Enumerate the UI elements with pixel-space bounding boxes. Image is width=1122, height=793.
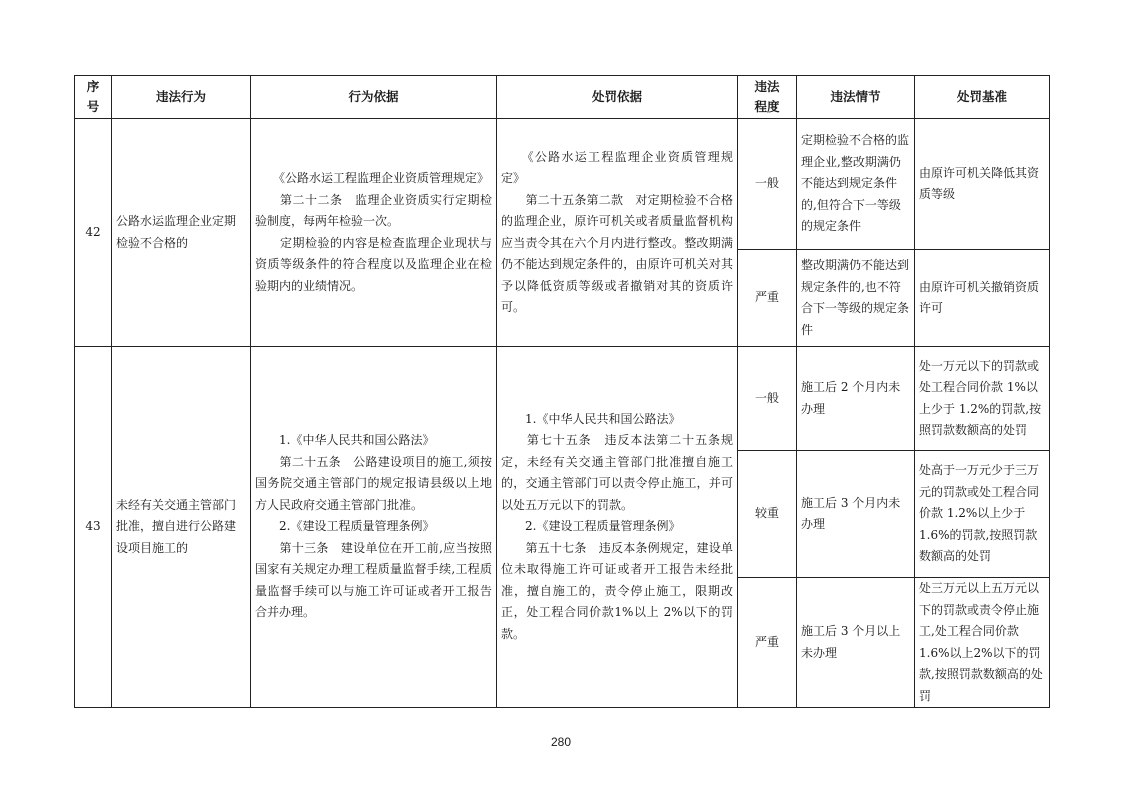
- row-number: 43: [75, 347, 112, 708]
- degree-cell: 严重: [738, 578, 797, 708]
- table-row: [75, 347, 1050, 451]
- penalty-basis: 《公路水运工程监理企业资质管理规定》 第二十五条第二款 对定期检验不合格的监理企业，原许可机关或者质量监督机构应当责令其在六个月内进行整改。整改期满仍不能达到规定条件的，由原许可机关对其予以降低资质等级或者撤销对其的资质许可。: [497, 119, 738, 347]
- page-number: 280: [550, 735, 572, 749]
- header-standard: 处罚基准: [915, 76, 1050, 119]
- header-penalty-basis: 处罚依据: [497, 76, 738, 119]
- act-basis: 1.《中华人民共和国公路法》 第二十五条 公路建设项目的施工,须按国务院交通主管部门的规定报请县级以上地方人民政府交通主管部门批准。 2.《建设工程质量管理条例》 第十三条 建设单位在开工前,应当按照国家有关规定办理工程质量监督手续,工程质量监督手续可以与施工许可证或者开工报告合并办理。: [251, 347, 497, 708]
- act-basis: 《公路水运工程监理企业资质管理规定》 第二十二条 监理企业资质实行定期检验制度，每两年检验一次。 定期检验的内容是检查监理企业现状与资质等级条件的符合程度以及监理企业在检验期内的业绩情况。: [251, 119, 497, 347]
- header-circumstance: 违法情节: [797, 76, 915, 119]
- standard-cell: 由原许可机关撤销资质许可: [915, 250, 1050, 347]
- standard-cell: 处高于一万元少于三万元的罚款或处工程合同价款 1.2%以上少于 1.6%的罚款,按照罚款数额高的处罚: [915, 451, 1050, 578]
- penalty-basis: 1.《中华人民共和国公路法》 第七十五条 违反本法第二十五条规定，未经有关交通主管部门批准擅自施工的，交通主管部门可以责令停止施工，并可以处五万元以下的罚款。 2.《建设工程质量管理条例》 第五十七条 违反本条例规定，建设单位未取得施工许可证或者开工报告未经批准，擅自施工的，责令停止施工，限期改正，处工程合同价款1%以上 2%以下的罚款。: [497, 347, 738, 708]
- degree-cell: 较重: [738, 451, 797, 578]
- header-degree: [738, 76, 797, 119]
- table-row: [75, 119, 1050, 250]
- degree-cell: 一般: [738, 347, 797, 451]
- header-basis: 行为依据: [251, 76, 497, 119]
- circumstance-cell: 施工后 3 个月内未办理: [797, 451, 915, 578]
- violation-act: 未经有关交通主管部门批准，擅自进行公路建设项目施工的: [112, 347, 251, 708]
- header-degree-text: 违法 程度: [754, 79, 780, 114]
- violation-act: 公路水运监理企业定期检验不合格的: [112, 119, 251, 347]
- header-no-text: 序 号: [86, 79, 100, 114]
- circumstance-cell: 施工后 2 个月内未办理: [797, 347, 915, 451]
- header-act: 违法行为: [112, 76, 251, 119]
- header-no: [75, 76, 112, 119]
- degree-cell: 一般: [738, 119, 797, 250]
- degree-cell: 严重: [738, 250, 797, 347]
- row-number: 42: [75, 119, 112, 347]
- circumstance-cell: 施工后 3 个月以上未办理: [797, 578, 915, 708]
- standard-cell: 处三万元以上五万元以下的罚款或责令停止施工,处工程合同价款 1.6%以上2%以下的罚款,按照罚款数额高的处罚: [915, 578, 1050, 708]
- standard-cell: 处一万元以下的罚款或处工程合同价款 1%以上少于 1.2%的罚款,按照罚款数额高的处罚: [915, 347, 1050, 451]
- circumstance-cell: 定期检验不合格的监理企业,整改期满仍不能达到规定条件的,但符合下一等级的规定条件: [797, 119, 915, 250]
- circumstance-cell: 整改期满仍不能达到规定条件的,也不符合下一等级的规定条件: [797, 250, 915, 347]
- table-header-row: [75, 76, 1050, 119]
- standard-cell: 由原许可机关降低其资质等级: [915, 119, 1050, 250]
- penalty-standard-table: [74, 75, 1050, 708]
